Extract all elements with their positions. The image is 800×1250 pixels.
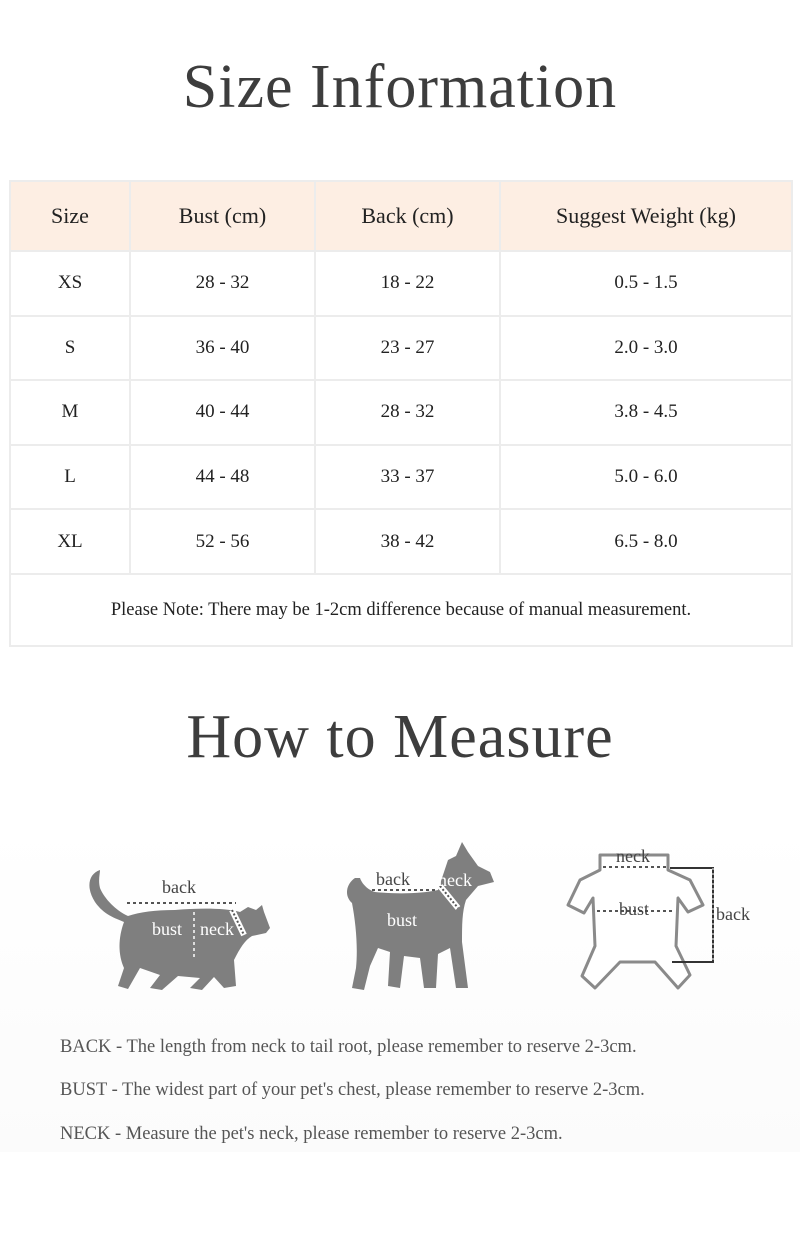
table-row xyxy=(10,380,792,445)
cell-weight: 6.5 - 8.0 xyxy=(500,509,792,574)
cat-bust-label: bust xyxy=(152,919,183,939)
size-table xyxy=(9,180,793,647)
neck-description: NECK - Measure the pet's neck, please remember to reserve 2-3cm. xyxy=(60,1124,563,1144)
dog-bust-label: bust xyxy=(387,910,418,930)
garment-bust-label: bust xyxy=(619,899,650,919)
size-information-title: Size Information xyxy=(182,53,618,121)
cell-back: 23 - 27 xyxy=(315,316,500,381)
dog-silhouette xyxy=(347,842,494,990)
dog-neck-label: neck xyxy=(438,870,472,890)
cell-weight: 0.5 - 1.5 xyxy=(500,251,792,316)
cell-weight: 2.0 - 3.0 xyxy=(500,316,792,381)
cell-bust: 52 - 56 xyxy=(130,509,315,574)
table-row xyxy=(10,251,792,316)
cell-bust: 40 - 44 xyxy=(130,380,315,445)
measurement-illustrations xyxy=(0,822,800,1122)
cell-back: 18 - 22 xyxy=(315,251,500,316)
header-bust: Bust (cm) xyxy=(130,181,315,251)
cell-size: XS xyxy=(10,251,130,316)
garment-diagram xyxy=(568,846,750,988)
garment-neck-label: neck xyxy=(616,846,650,866)
header-back: Back (cm) xyxy=(315,181,500,251)
cell-bust: 28 - 32 xyxy=(130,251,315,316)
measurement-note: Please Note: There may be 1-2cm difference because of manual measurement. xyxy=(10,574,792,646)
cell-size: L xyxy=(10,445,130,510)
cell-weight: 5.0 - 6.0 xyxy=(500,445,792,510)
how-to-measure-title: How to Measure xyxy=(186,703,614,771)
table-header-row xyxy=(10,181,792,251)
dog-diagram xyxy=(347,842,494,990)
bust-description: BUST - The widest part of your pet's chest, please remember to reserve 2-3cm. xyxy=(60,1080,645,1100)
dog-back-label: back xyxy=(376,869,410,889)
cell-size: M xyxy=(10,380,130,445)
cell-back: 28 - 32 xyxy=(315,380,500,445)
cell-size: S xyxy=(10,316,130,381)
garment-back-label: back xyxy=(716,904,750,924)
table-row xyxy=(10,445,792,510)
cell-weight: 3.8 - 4.5 xyxy=(500,380,792,445)
cell-back: 33 - 37 xyxy=(315,445,500,510)
header-weight: Suggest Weight (kg) xyxy=(500,181,792,251)
cat-diagram xyxy=(89,870,270,990)
cell-size: XL xyxy=(10,509,130,574)
cat-neck-label: neck xyxy=(200,919,234,939)
cell-back: 38 - 42 xyxy=(315,509,500,574)
garment-outline xyxy=(568,855,703,988)
back-description: BACK - The length from neck to tail root, please remember to reserve 2-3cm. xyxy=(60,1037,637,1057)
table-row xyxy=(10,509,792,574)
header-size: Size xyxy=(10,181,130,251)
cell-bust: 44 - 48 xyxy=(130,445,315,510)
cat-back-label: back xyxy=(162,877,196,897)
table-row xyxy=(10,316,792,381)
table-note-row xyxy=(10,574,792,646)
cell-bust: 36 - 40 xyxy=(130,316,315,381)
